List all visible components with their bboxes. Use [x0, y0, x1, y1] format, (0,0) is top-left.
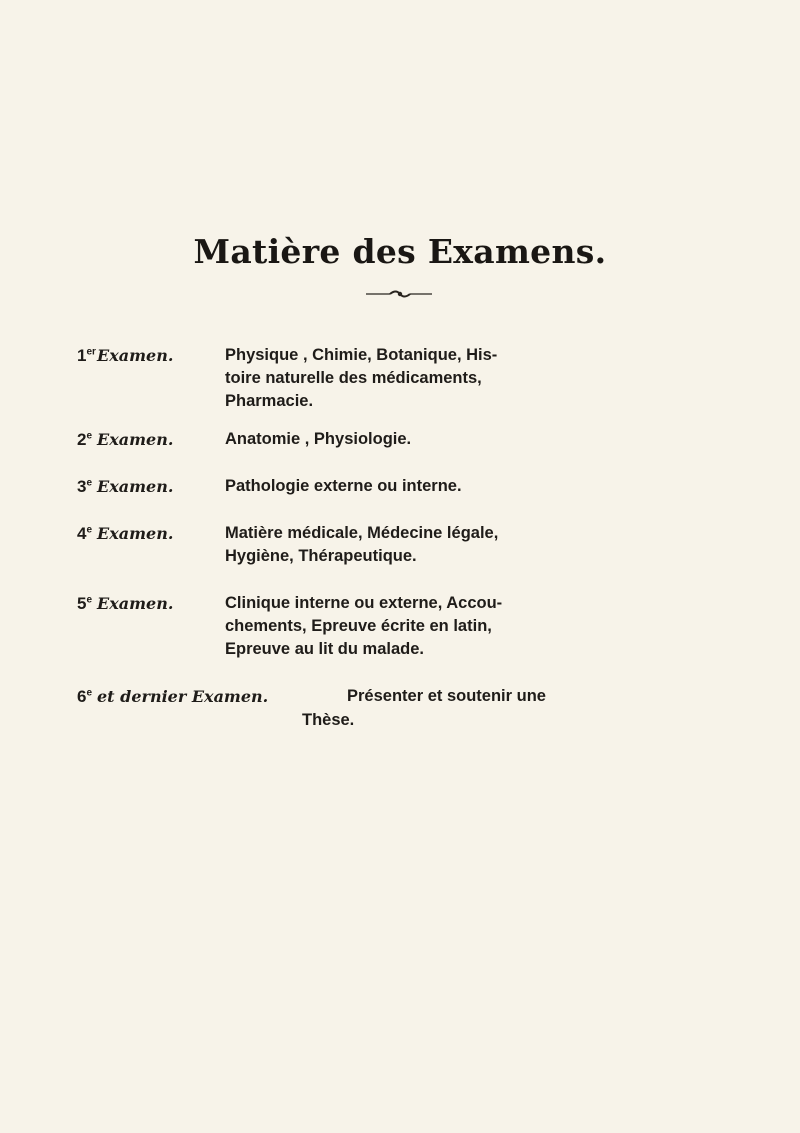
exam-subjects-continued: Thèse.: [302, 711, 355, 729]
exam-label: et dernier Examen.: [97, 687, 269, 706]
exam-entry-4: [77, 522, 637, 570]
exam-subjects: Pathologie externe ou interne.: [225, 477, 462, 495]
exam-number: 6e: [77, 687, 93, 706]
exam-subjects: Matière médicale, Médecine légale, Hygiène, Thérapeutique.: [225, 524, 499, 565]
exam-entry-1: [77, 344, 637, 416]
exam-subjects: Clinique interne ou externe, Accou- chements, Epreuve écrite en latin, Epreuve au lit du malade.: [225, 594, 503, 658]
exam-entry-3: [77, 475, 637, 499]
exam-label: Examen.: [97, 477, 174, 496]
page-title: Matière des Examens.: [193, 232, 607, 271]
exam-number: 5e: [77, 594, 93, 613]
exam-number: 3e: [77, 477, 93, 496]
exam-subjects: Présenter et soutenir une: [347, 687, 546, 705]
exam-label: Examen.: [97, 346, 174, 365]
exam-subjects: Anatomie , Physiologie.: [225, 430, 412, 448]
ornament-rule: [364, 288, 434, 300]
exam-number: 4e: [77, 524, 93, 543]
exam-label: Examen.: [97, 594, 174, 613]
exam-entry-5: [77, 592, 637, 664]
exam-label: Examen.: [97, 430, 174, 449]
exam-label: Examen.: [97, 524, 174, 543]
exam-entry-2: [77, 428, 637, 452]
exam-subjects: Physique , Chimie, Botanique, His- toire naturelle des médicaments, Pharmacie.: [225, 346, 498, 410]
exam-entry-6: [77, 685, 717, 733]
exam-number: 2e: [77, 430, 93, 449]
exam-number: 1er: [77, 346, 96, 365]
